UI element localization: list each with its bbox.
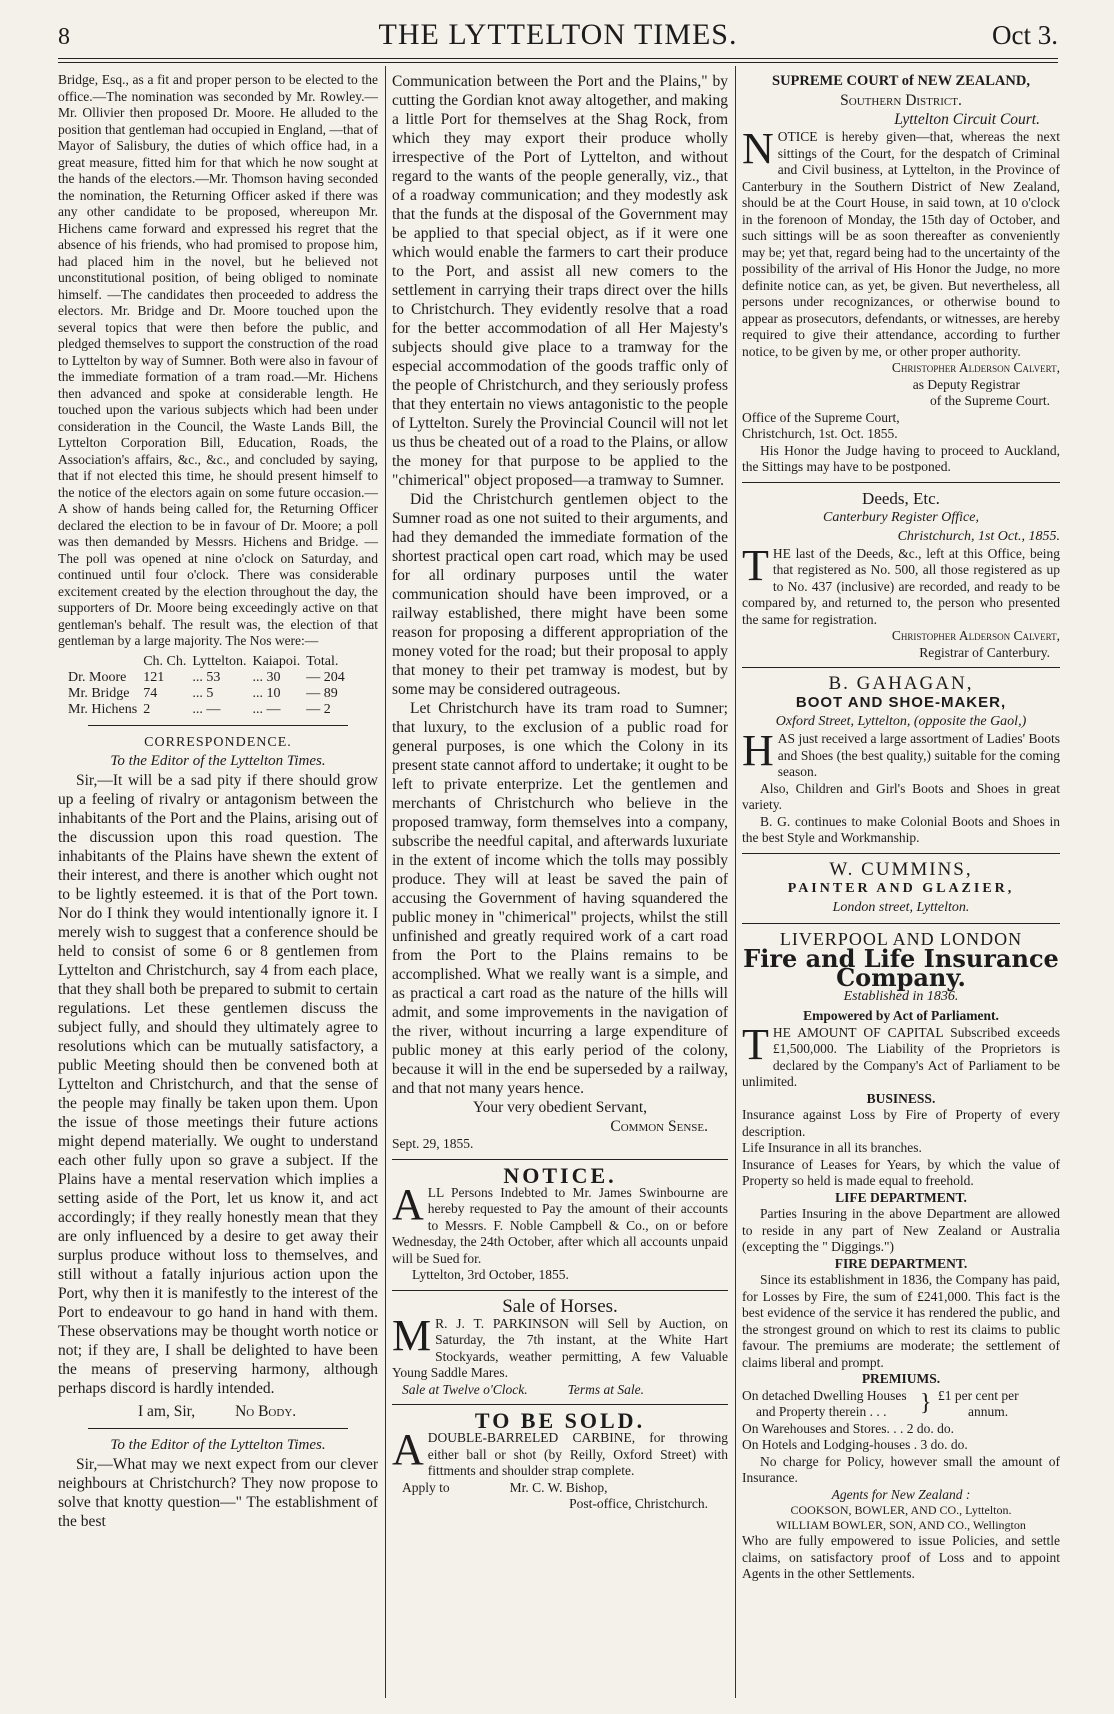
top-rule-2	[58, 62, 1058, 63]
drop-cap: H	[742, 726, 774, 775]
poll-cell: ... 30	[252, 669, 281, 685]
column-divider-2	[735, 66, 736, 1698]
apply-name: Mr. C. W. Bishop,	[509, 1479, 608, 1495]
poll-header	[68, 654, 143, 670]
column-3	[742, 72, 1060, 1583]
poll-cell: — 204	[306, 669, 345, 685]
sale-time: Sale at Twelve o'Clock.	[402, 1381, 528, 1397]
column-divider-1	[385, 66, 386, 1698]
court-signature: Christopher Alderson Calvert,	[891, 360, 1060, 375]
life-heading: LIFE DEPARTMENT.	[835, 1189, 967, 1205]
letter-close: Your very obedient Servant,	[472, 1099, 648, 1116]
premium-rate: annum.	[968, 1403, 1009, 1419]
insurance-company: Fire and Life Insurance Company.	[743, 943, 1059, 992]
poll-cell: Mr. Hichens	[68, 701, 138, 717]
drop-cap: A	[392, 1179, 424, 1229]
poll-row	[68, 702, 351, 718]
deeds-heading: Deeds, Etc.	[862, 488, 940, 508]
drop-cap: T	[742, 1019, 769, 1069]
horses-body: R. J. T. PARKINSON will Sell by Auction, on Saturday, the 7th instant, at the White Hart Stockyards, weather permitting, A few Valuable Young Saddle Mares.	[392, 1315, 728, 1380]
court-signature-3: of the Supreme Court.	[930, 393, 1050, 408]
poll-cell: 121	[143, 669, 165, 685]
letter-continued: Communication between the Port and the Plains," by cutting the Gordian knot away altogether, and making a little Port for themselves at the Shag Rock, from which they may export their produce wholly irrespective of the Port of Lyttelton, and without regard to the wants of the people generally, viz., that of a roadway communication; and they modestly ask that the funds at the disposal of the Government may be applied to that special object, as if it were one which would enable the farmers to cart their produce to the Port, and assist all new comers to the settlement in carrying their traps direct over the hills to Christchurch. They evidently resolve that a road for the better accommodation of all Her Majesty's subjects should give place to a tramway for the especial accommodation of the goods traffic only of the people of Christchurch, and they seriously profess that they entertain no views antagonistic to the people of Lyttelton. Surely the Provincial Council will not let us thus be cheated out of a road to the Plains, or allow the money for that purpose to be applied to the "chimerical" object proposed—a tramway to Sumner.	[392, 73, 728, 489]
premium-row	[742, 1388, 1060, 1421]
to-editor: To the Editor of the Lyttelton Times.	[110, 752, 326, 769]
horses-heading: Sale of Horses.	[502, 1295, 618, 1317]
deeds-signature-2: Registrar of Canterbury.	[919, 644, 1050, 660]
sold-address: Post-office, Christchurch.	[569, 1496, 708, 1511]
gahagan-para: Also, Children and Girl's Boots and Shoes in great variety.	[742, 780, 1060, 812]
poll-header-row	[68, 654, 351, 670]
brace: }	[920, 1389, 932, 1416]
premium-note: No charge for Policy, however small the amount of Insurance.	[742, 1453, 1060, 1485]
divider	[392, 1159, 728, 1160]
court-heading: SUPREME COURT of NEW ZEALAND,	[772, 73, 1030, 89]
premium-row: On Hotels and Lodging-houses . 3 do. do.	[742, 1437, 968, 1452]
letter-no-body: Sir,—It will be a sad pity if there should grow up a feeling of rivalry or antagonism between the inhabitants of the Port and the Plains, arising out of the discussion upon this road question. The inhabitants of the Plains have shewn the extent of their interest, and there is another which ought not to be lightly esteemed. it is that of the Port town. Nor do I think they would intentionally ignore it. I merely wish to suggest that a conference should be held to consist of some 6 or 8 gentlemen from Lyttelton and Christchurch, say 4 from each place, that they shall both be prepared to submit to certain regulations. Let these gentlemen discuss the subject fully, and should they ultimately agree to resolutions which can be mutually satisfactory, a public Meeting should then be convened both at Lyttelton and Christchurch, and that the sense of the people may finally be taken upon them. Upon the issue of those meetings their future actions might depend materially. We ought to understand each other fully upon so grave a subject. If the Plains have a mental reservation which implies a setting aside of the Port, let us know it, and act accordingly; if they really honestly mean that they are only influenced by a desire to get away their surplus produce without loss to themselves, and still without a fatally injurious action upon the Port, why then it is manifestly to the interest of the Port to endeavour to go hand in hand with them. These observations may be thought worth notice or not; if they are, I shall be delighted to have been the means of preserving harmony, although perhaps discord is hardly intended.	[58, 771, 378, 1397]
poll-header: Ch. Ch.	[143, 653, 187, 669]
drop-cap: M	[392, 1310, 432, 1360]
letter-close-text: I am, Sir,	[138, 1402, 196, 1420]
premiums-heading: PREMIUMS.	[861, 1371, 941, 1386]
gahagan-trade: BOOT AND SHOE-MAKER,	[795, 694, 1007, 711]
poll-cell: ... 5	[192, 685, 214, 701]
notice-date: Lyttelton, 3rd October, 1855.	[412, 1267, 569, 1282]
letter-date: Sept. 29, 1855.	[392, 1136, 474, 1151]
poll-cell: 74	[143, 685, 158, 701]
poll-cell: 2	[143, 701, 151, 717]
poll-cell: ... —	[192, 701, 221, 717]
gahagan-name: B. GAHAGAN,	[828, 673, 974, 694]
life-body: Parties Insuring in the above Department are allowed to reside in any part of New Zealand or Australia (excepting the " Diggings.")	[742, 1206, 1060, 1254]
insurance-heading: LIVERPOOL AND LONDON	[779, 928, 1023, 949]
masthead	[58, 18, 1058, 52]
letter-close	[58, 1402, 378, 1421]
divider	[742, 482, 1060, 483]
cummins-trade: PAINTER AND GLAZIER,	[787, 880, 1015, 896]
election-report: Bridge, Esq., as a fit and proper person to be elected to the office.—The nomination was seconded by Mr. Rowley.—Mr. Ollivier then proposed Dr. Moore. He alluded to the position that gentleman had occupied in England, —that of Mayor of Salisbury, the duties of which office had, in a great measure, fitted him for that which he now sought at the hands of the electors.—Mr. Thomson having seconded the nomination, the Returning Officer asked if there was any other candidate to be proposed, whereupon Mr. Hichens came forward and expressed his regret that the absence of his friends, who had promised to propose him, had placed him in the novel, but he believed not unconstitutional position, of being obliged to nominate himself. —The candidates then proceeded to address the electors. Mr. Bridge and Dr. Moore touched upon the several topics that were then before the public, and pledged themselves to support the construction of the road to Lyttelton by way of Sumner. Both were also in favour of the immediate formation of a tram road.—Mr. Hichens then advanced and spoke at considerable length. He touched upon the various subjects which had been under consideration in the Council, the Waste Lands Bill, the Lyttelton Corporation Bill, Education, Roads, the Association's affairs, &c., &c., and concluded by saying, that if not elected this time, he should present himself to the notice of the electors again on some future occasion.—A show of hands being called for, the Returning Officer declared the election to be in favour of Dr. Moore; a poll was then demanded by Messrs. Hichens and Bridge. —The poll was opened at nine o'clock on Saturday, and continued until four o'clock. There was considerable excitement created by the election throughout the day, the supporters of Dr. Moore being exceedingly active on that gentleman's behalf. The result was, the election of that gentleman by a large majority. The Nos were:—	[58, 72, 378, 648]
page-number: 8	[58, 24, 70, 50]
deeds-office: Canterbury Register Office,	[823, 509, 979, 525]
poll-cell: ... 53	[192, 669, 221, 685]
divider	[742, 853, 1060, 854]
divider	[392, 1404, 728, 1405]
column-2	[392, 72, 728, 1513]
letter-common-sense-start: Sir,—What may we next expect from our clever neighbours at Christchurch? They now propose to solve that knotty question—" The establishment of the best	[58, 1455, 378, 1530]
sold-body: DOUBLE-BARRELED CARBINE, for throwing either ball or shot (by Reilly, Oxford Street) with fittments and shoulder strap complete.	[427, 1430, 728, 1478]
court-office: Office of the Supreme Court,	[742, 409, 900, 425]
cummins-address: London street, Lyttelton.	[832, 899, 970, 915]
business-item: Life Insurance in all its branches.	[742, 1140, 922, 1155]
court-signature-2: as Deputy Registrar	[912, 376, 1020, 392]
sold-apply	[392, 1480, 728, 1497]
top-rule	[58, 58, 1058, 59]
to-editor-2: To the Editor of the Lyttelton Times.	[110, 1436, 326, 1453]
fire-heading: FIRE DEPARTMENT.	[834, 1255, 968, 1271]
poll-cell: — 89	[306, 685, 338, 701]
gahagan-para: B. G. continues to make Colonial Boots and Shoes in the best Style and Workmanship.	[742, 813, 1060, 845]
gahagan-address: Oxford Street, Lyttelton, (opposite the Gaol,)	[775, 714, 1027, 729]
poll-header: Lyttelton.	[192, 653, 247, 669]
business-item: Insurance of Leases for Years, by which the value of Property so held is made equal to freehold.	[742, 1156, 1060, 1188]
divider	[88, 1428, 348, 1429]
newspaper-title: THE LYTTELTON TIMES.	[378, 18, 738, 51]
agent: WILLIAM BOWLER, SON, AND CO., Wellington	[776, 1518, 1026, 1532]
notice-body: LL Persons Indebted to Mr. James Swinbourne are hereby requested to Pay the amount of their accounts to Messrs. F. Noble Campbell & Co., on or before Wednesday, the 24th October, after which all accounts unpaid will be Sued for.	[392, 1184, 728, 1266]
notice-heading: NOTICE.	[503, 1162, 617, 1188]
business-heading: BUSINESS.	[866, 1090, 936, 1106]
drop-cap: T	[742, 540, 769, 590]
letter-signature: No Body.	[235, 1402, 297, 1420]
agents-heading: Agents for New Zealand :	[831, 1486, 971, 1502]
apply-label: Apply to	[402, 1479, 450, 1495]
divider	[742, 667, 1060, 668]
court-subheading: Southern District.	[840, 92, 962, 109]
divider	[88, 725, 348, 726]
letter-paragraph: Let Christchurch have its tram road to Sumner; that luxury, to the exclusion of a public road for general purposes, is one which the Colony in its present state cannot afford to undertake; it ought to be left to private enterprize. Let the gentlemen and merchants of Christchurch who believe in the proposed tramway, form themselves into a company, subscribe the needful capital, and afterwards luxuriate in the extent of income which the tolls may possibly produce. They will at least be saved the pain of accusing the Government of having squandered the public money in "chimerical" projects, whilst the still unfinished and greatly required work of a cart road from the Port to the Plains remains to be accomplished. What we really want is a simple, and as practical a cart road as the nature of the hills will admit, and some improvements in the navigation of the river, without incurring a large expenditure of public money at this early period of the colony, because it will in the end be superseded by a railway, and that not many years hence.	[392, 700, 728, 1097]
agents-body: Who are fully empowered to issue Policies, and settle claims, on satisfactory proof of Loss and to appoint Agents in the other Settlements.	[742, 1533, 1060, 1581]
correspondence-heading: CORRESPONDENCE.	[144, 734, 292, 750]
gahagan-body: AS just received a large assortment of Ladies' Boots and Shoes (the best quality,) suitable for the coming season.	[777, 731, 1060, 779]
drop-cap: A	[392, 1425, 424, 1474]
fire-body: Since its establishment in 1836, the Company has paid, for Losses by Fire, the sum of £241,000. This fact is the best evidence of the service it has rendered the public, and the strongest ground on which to rest its claims to public favour. The premiums are moderate; the settlement of claims liberal and prompt.	[742, 1272, 1060, 1370]
premium-label: On detached Dwelling Houses	[742, 1387, 907, 1403]
court-body: OTICE is hereby given—that, whereas the next sittings of the Court, for the despatch of Criminal and Civil business, at Lyttelton, in the Province of Canterbury in the Southern District of New Zealand, should be at the Court House, in said town, at 10 o'clock in the forenoon of Monday, the 15th day of October, and such sittings will be as soon thereafter as conveniently may be; yet that, regard being had to the uncertainty of the possibility of the arrival of His Honor the Judge, no more definite notice can, as yet, be given. But nevertheless, all persons under recognizances, or otherwise bound to appear as prosecutors, defendants, or witnesses, are hereby required to give their attendance, according to further notice, to be given by me, or other proper authority.	[742, 129, 1060, 359]
sale-terms: Terms at Sale.	[567, 1381, 644, 1397]
court-note: His Honor the Judge having to proceed to Auckland, the Sittings may have to be postponed.	[742, 442, 1060, 474]
poll-row	[68, 686, 351, 702]
sold-heading: TO BE SOLD.	[474, 1408, 646, 1433]
insurance-act: Empowered by Act of Parliament.	[803, 1007, 999, 1023]
insurance-established: Established in 1836.	[843, 988, 959, 1004]
poll-header: Kaiapoi.	[252, 653, 301, 669]
poll-row	[68, 670, 351, 686]
poll-cell: — 2	[306, 701, 331, 717]
premium-row: On Warehouses and Stores. . . 2 do. do.	[742, 1420, 955, 1436]
divider	[742, 923, 1060, 924]
cummins-name: W. CUMMINS,	[829, 858, 973, 880]
horses-time	[392, 1382, 728, 1399]
poll-cell: Dr. Moore	[68, 669, 127, 685]
poll-cell: ... 10	[252, 685, 281, 701]
letter-signature: Common Sense.	[610, 1118, 708, 1135]
poll-cell: Mr. Bridge	[68, 685, 130, 701]
agent: COOKSON, BOWLER, AND CO., Lyttelton.	[790, 1503, 1012, 1517]
court-office-date: Christchurch, 1st. Oct. 1855.	[742, 426, 898, 441]
issue-date: Oct 3.	[992, 20, 1058, 50]
deeds-signature: Christopher Alderson Calvert,	[891, 628, 1060, 643]
poll-cell: ... —	[252, 701, 281, 717]
letter-paragraph: Did the Christchurch gentlemen object to the Sumner road as one not suited to their arguments, and had they demanded the immediate formation of the shortest practical open cart road, which may be used for all ordinary purposes until the water communication should have been improved, or a railway established, there might have been some reason for proposing a different appropriation of the money voted for the road; but their proposal to apply that money to their pet tramway is modest, but by some may be considered outrageous.	[392, 491, 728, 698]
insurance-body: HE AMOUNT OF CAPITAL Subscribed exceeds £1,500,000. The Liability of the Proprietors is declared by the Company's Act of Parliament to be unlimited.	[742, 1024, 1060, 1089]
premium-rate: £1 per cent per	[938, 1387, 1019, 1403]
poll-header: Total.	[306, 653, 339, 669]
premium-label: and Property therein . . .	[756, 1403, 887, 1419]
column-1	[58, 72, 378, 1531]
business-item: Insurance against Loss by Fire of Property of every description.	[742, 1107, 1060, 1139]
poll-table	[68, 654, 351, 718]
drop-cap: N	[742, 124, 774, 173]
divider	[392, 1290, 728, 1291]
deeds-date: Christchurch, 1st Oct., 1855.	[897, 528, 1060, 544]
deeds-body: HE last of the Deeds, &c., left at this Office, being that registered as No. 500, all those registered as up to No. 437 (inclusive) are recorded, and ready to be compared by, and returned to, the person who presented the same for registration.	[742, 545, 1060, 627]
court-place: Lyttelton Circuit Court.	[894, 111, 1040, 128]
